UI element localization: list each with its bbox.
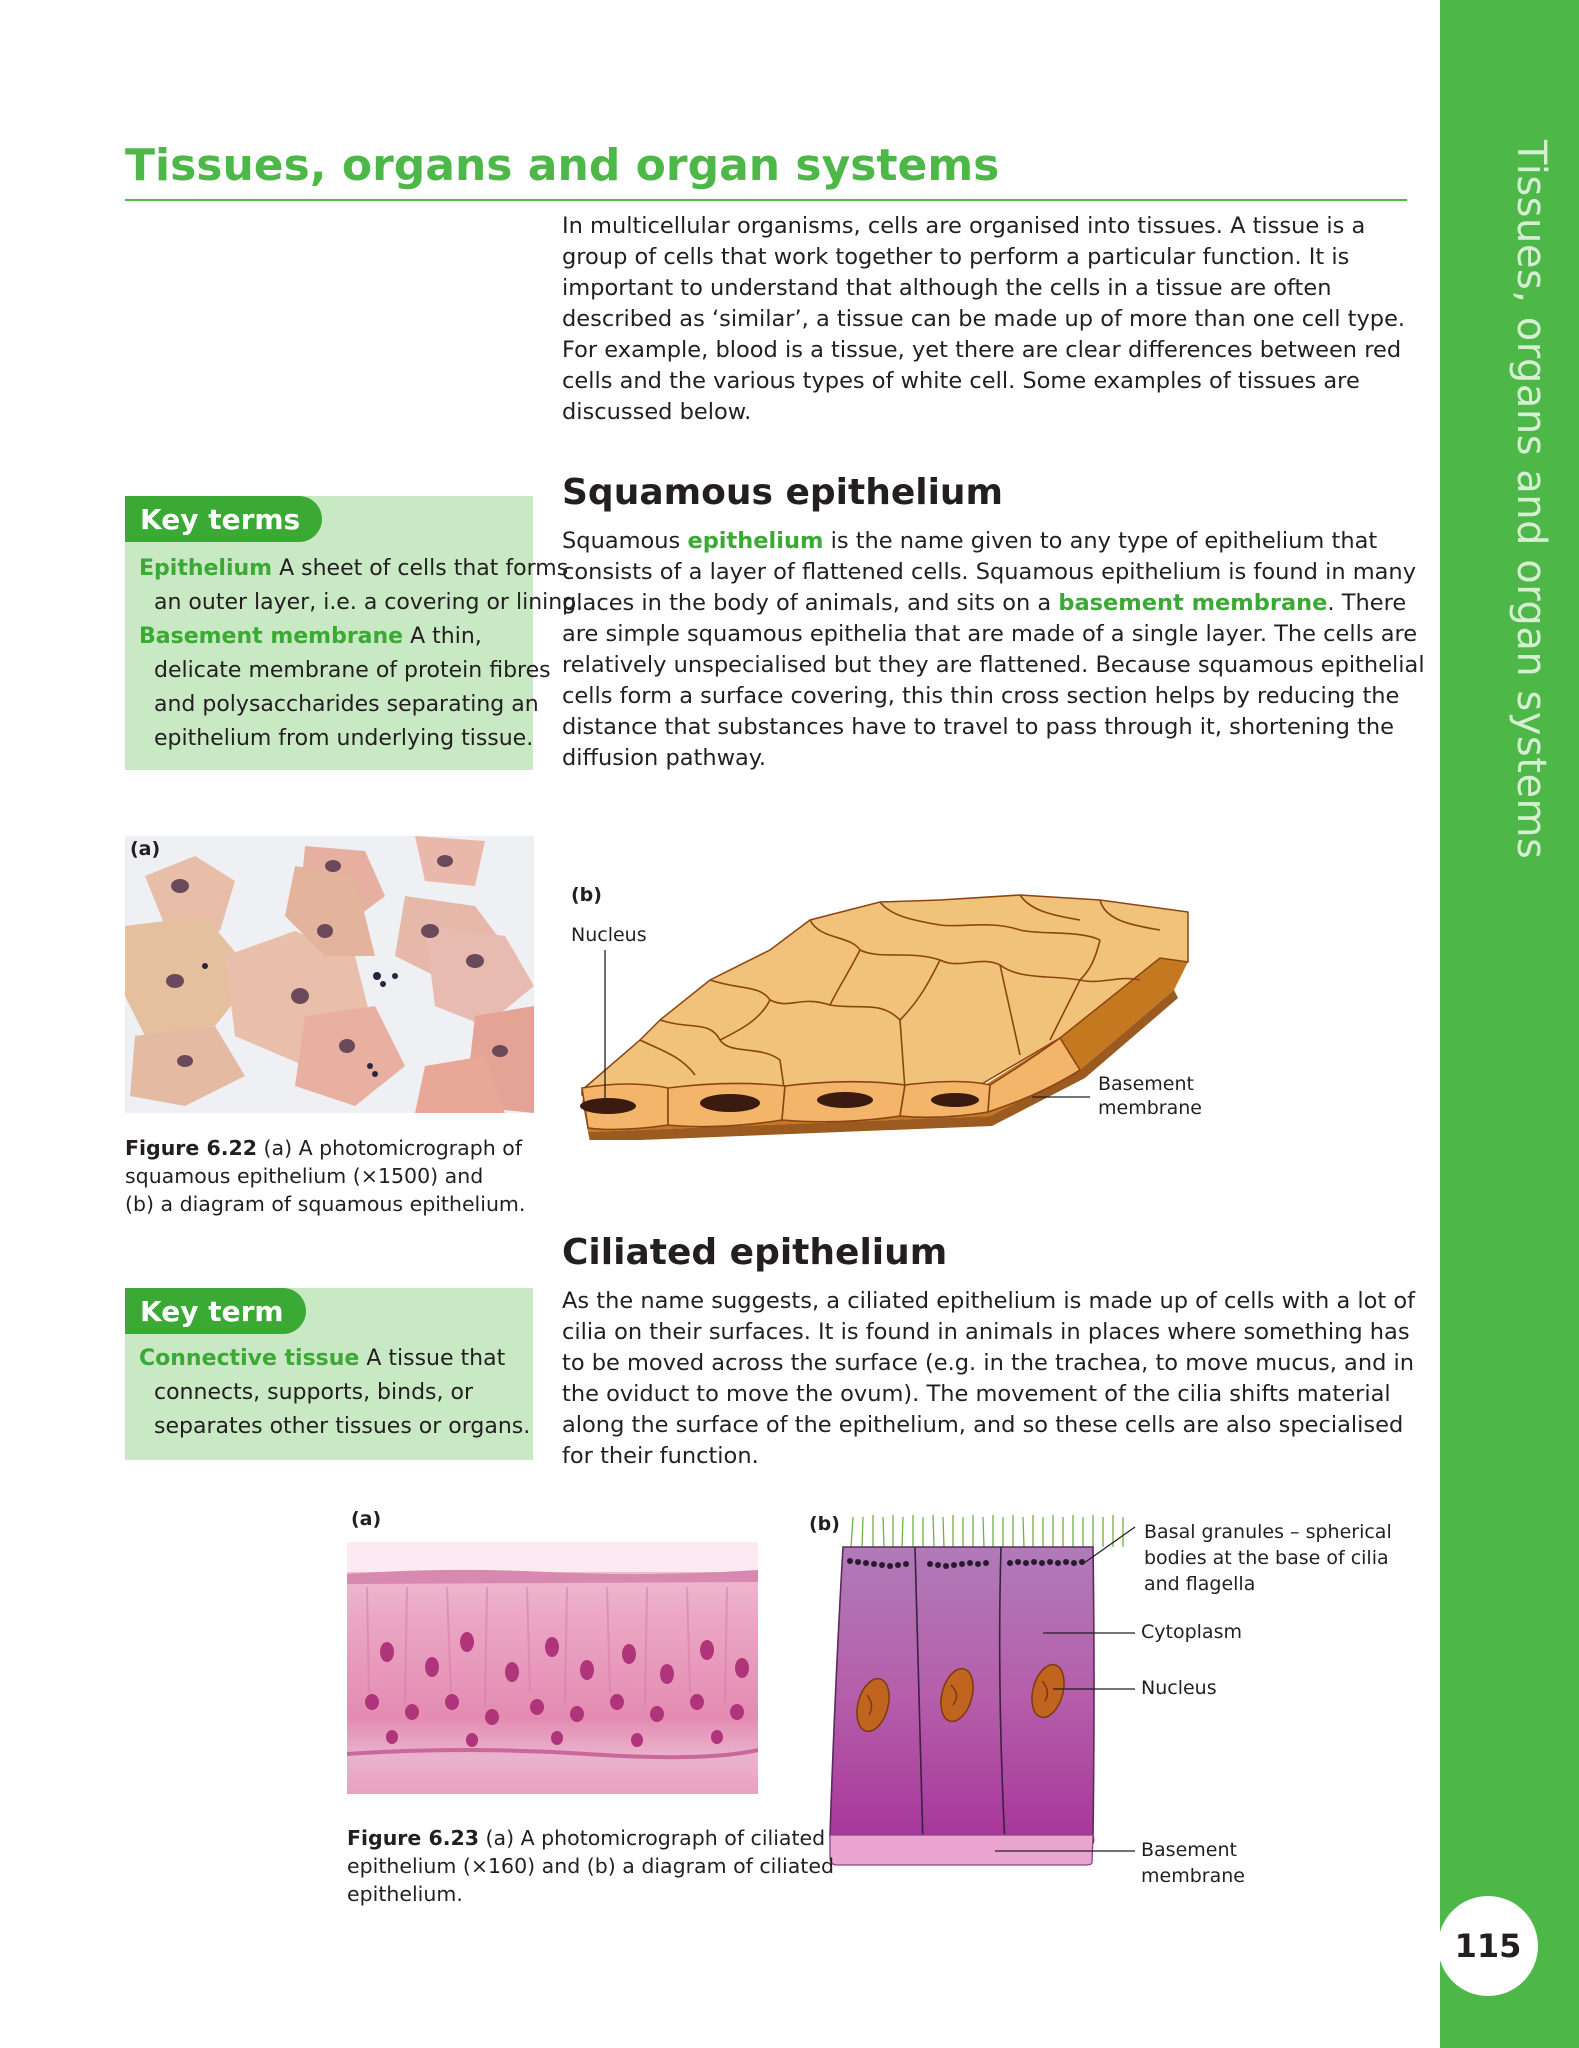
intro-line: important to understand that although the cells in a tissue are often bbox=[562, 275, 1332, 301]
intro-line: For example, blood is a tissue, yet there are clear differences between red bbox=[562, 337, 1402, 363]
term-definition: epithelium from underlying tissue. bbox=[154, 726, 534, 751]
fig622-panel-a-label: (a) bbox=[130, 838, 161, 860]
text: Squamous bbox=[562, 528, 688, 554]
page-number: 115 bbox=[1438, 1896, 1538, 1996]
label-line: Basal granules – spherical bbox=[1144, 1521, 1392, 1543]
ciliated-photomicrograph bbox=[347, 1542, 758, 1794]
label-line: membrane bbox=[1141, 1865, 1245, 1887]
intro-line: described as ‘similar’, a tissue can be made up of more than one cell type. bbox=[562, 306, 1406, 332]
fig622-caption-number: Figure 6.22 bbox=[125, 1136, 258, 1160]
ciliated-diagram bbox=[805, 1505, 1395, 1885]
text: for their function. bbox=[562, 1443, 759, 1469]
fig622-basement-label bbox=[1098, 1072, 1202, 1120]
text: places in the body of animals, and sits on a bbox=[562, 590, 1059, 616]
squamous-photo-svg bbox=[125, 836, 534, 1113]
label-line: bodies at the base of cilia bbox=[1144, 1547, 1389, 1569]
term-definition: A sheet of cells that forms bbox=[272, 556, 569, 581]
intro-line: In multicellular organisms, cells are organised into tissues. A tissue is a bbox=[562, 213, 1366, 239]
fig623-basement-label bbox=[1141, 1837, 1245, 1889]
text: cilia on their surfaces. It is found in animals in places where something has bbox=[562, 1319, 1410, 1345]
page-title: Tissues, organs and organ systems bbox=[125, 140, 1000, 191]
fig623-caption-number: Figure 6.23 bbox=[347, 1826, 480, 1850]
term-definition: A tissue that bbox=[359, 1346, 506, 1371]
term-link-epithelium: epithelium bbox=[687, 528, 824, 554]
key-term-heading: Key term bbox=[125, 1288, 306, 1334]
term-definition: an outer layer, i.e. a covering or lining. bbox=[154, 590, 584, 615]
side-tab-title: Tissues, organs and organ systems bbox=[1508, 140, 1554, 860]
term-definition: separates other tissues or organs. bbox=[154, 1414, 531, 1439]
text: relatively unspecialised but they are flattened. Because squamous epithelial bbox=[562, 652, 1425, 678]
text: . There bbox=[1327, 590, 1407, 616]
caption-text: epithelium (×160) and (b) a diagram of ciliated bbox=[347, 1854, 834, 1878]
ciliated-heading: Ciliated epithelium bbox=[562, 1232, 948, 1273]
text: diffusion pathway. bbox=[562, 745, 767, 771]
label-line: Basement bbox=[1098, 1073, 1194, 1095]
fig623-nucleus-label: Nucleus bbox=[1141, 1677, 1217, 1699]
term-definition: connects, supports, binds, or bbox=[154, 1380, 473, 1405]
intro-paragraph bbox=[562, 211, 1405, 428]
fig623-panel-a-label: (a) bbox=[351, 1508, 382, 1530]
key-term-body bbox=[139, 1342, 530, 1444]
key-terms-box bbox=[125, 496, 584, 770]
fig623-panel-b-label: (b) bbox=[809, 1513, 840, 1535]
key-term-box bbox=[125, 1288, 533, 1460]
text: are simple squamous epithelia that are made of a single layer. The cells are bbox=[562, 621, 1418, 647]
intro-line: discussed below. bbox=[562, 399, 752, 425]
squamous-diagram bbox=[560, 880, 1200, 1140]
text: distance that substances have to travel to pass through it, shortening the bbox=[562, 714, 1394, 740]
caption-text: (a) A photomicrograph of bbox=[257, 1136, 523, 1160]
intro-line: cells and the various types of white cell. Some examples of tissues are bbox=[562, 368, 1360, 394]
fig622-nucleus-label: Nucleus bbox=[571, 924, 647, 946]
term-basement-membrane: Basement membrane bbox=[139, 624, 404, 649]
term-epithelium: Epithelium bbox=[139, 556, 273, 581]
squamous-heading: Squamous epithelium bbox=[562, 472, 1004, 513]
caption-text: epithelium. bbox=[347, 1882, 463, 1906]
text: cells form a surface covering, this thin cross section helps by reducing the bbox=[562, 683, 1400, 709]
label-line: and flagella bbox=[1144, 1573, 1256, 1595]
term-definition: and polysaccharides separating an bbox=[154, 692, 539, 717]
fig623-cytoplasm-label: Cytoplasm bbox=[1141, 1621, 1242, 1643]
key-terms-heading: Key terms bbox=[125, 496, 322, 542]
squamous-paragraph bbox=[562, 526, 1425, 774]
label-line: membrane bbox=[1098, 1097, 1202, 1119]
fig623-caption bbox=[347, 1824, 834, 1908]
term-connective-tissue: Connective tissue bbox=[139, 1346, 360, 1371]
term-definition: delicate membrane of protein fibres bbox=[154, 658, 551, 683]
caption-text: squamous epithelium (×1500) and bbox=[125, 1164, 484, 1188]
text: to be moved across the surface (e.g. in the trachea, to move mucus, and in bbox=[562, 1350, 1415, 1376]
caption-text: (a) A photomicrograph of ciliated bbox=[479, 1826, 826, 1850]
term-definition: A thin, bbox=[403, 624, 482, 649]
title-rule bbox=[125, 199, 1407, 201]
ciliated-photo-svg bbox=[347, 1542, 758, 1794]
text: is the name given to any type of epithelium that bbox=[823, 528, 1378, 554]
ciliated-paragraph bbox=[562, 1286, 1415, 1472]
caption-text: (b) a diagram of squamous epithelium. bbox=[125, 1192, 526, 1216]
fig623-basal-granules-label bbox=[1144, 1519, 1392, 1597]
text: consists of a layer of flattened cells. Squamous epithelium is found in many bbox=[562, 559, 1417, 585]
text: the oviduct to move the ovum). The movement of the cilia shifts material bbox=[562, 1381, 1391, 1407]
squamous-photomicrograph bbox=[125, 836, 534, 1113]
fig622-panel-b-label: (b) bbox=[571, 884, 602, 906]
intro-line: group of cells that work together to perform a particular function. It is bbox=[562, 244, 1350, 270]
fig622-caption bbox=[125, 1134, 525, 1218]
term-link-basement-membrane: basement membrane bbox=[1058, 590, 1328, 616]
text: along the surface of the epithelium, and so these cells are also specialised bbox=[562, 1412, 1404, 1438]
label-line: Basement bbox=[1141, 1839, 1237, 1861]
key-terms-body bbox=[139, 552, 583, 756]
text: As the name suggests, a ciliated epithelium is made up of cells with a lot of bbox=[562, 1288, 1416, 1314]
